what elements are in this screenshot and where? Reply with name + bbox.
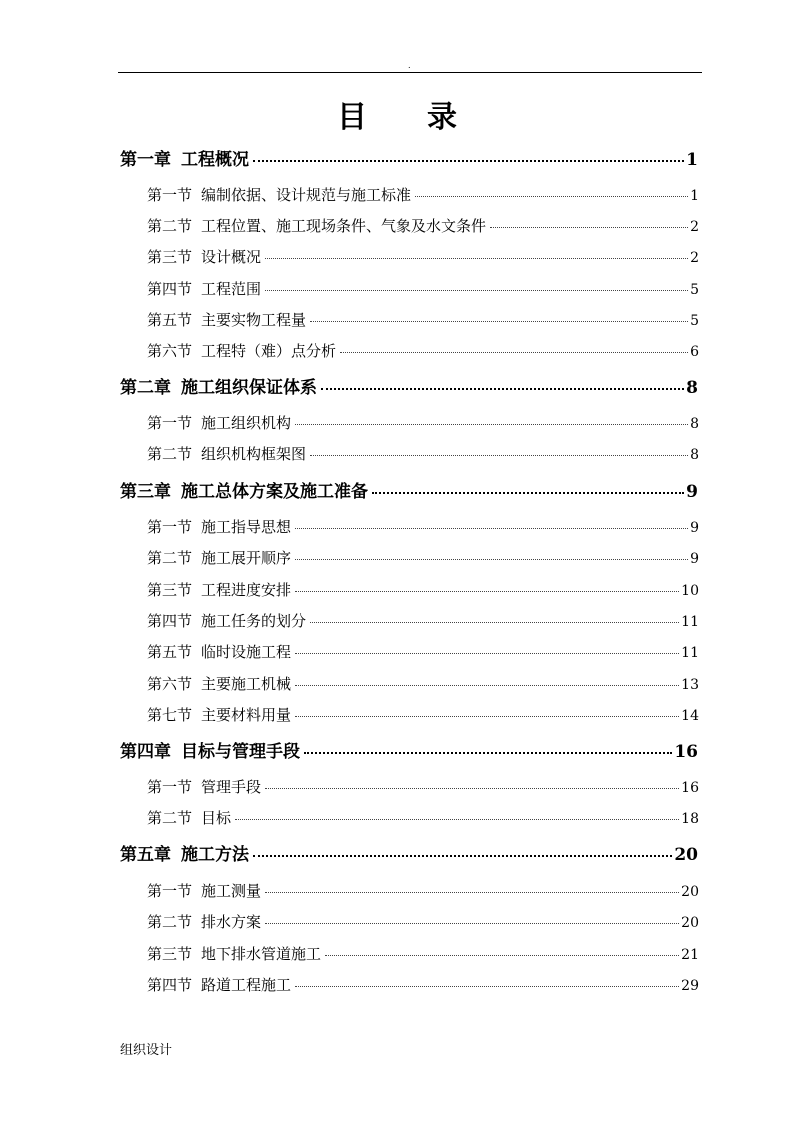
toc-entry-title: 主要材料用量 (201, 706, 292, 724)
dot-leader (295, 591, 679, 592)
toc-entry-title: 工程特（难）点分析 (201, 342, 337, 360)
page-title: 目录 (337, 100, 517, 135)
toc-entry-number: 第二节 (147, 549, 193, 567)
toc-page-number: 1 (686, 150, 698, 170)
footer-text: 组织设计 (120, 1043, 173, 1058)
toc-entry-title: 施工方法 (181, 845, 249, 865)
dot-leader (340, 352, 688, 353)
toc-page-number: 14 (681, 708, 699, 724)
toc-page-number: 10 (681, 583, 699, 599)
toc-entry-title: 施工总体方案及施工准备 (181, 482, 368, 502)
dot-leader (265, 892, 679, 893)
toc-page-number: 5 (690, 282, 699, 298)
toc-entry-title: 工程范围 (201, 280, 262, 298)
toc-chapter-entry[interactable] (120, 376, 698, 400)
header-rule (118, 72, 702, 73)
toc-entry-number: 第一节 (147, 778, 193, 796)
dot-leader (295, 716, 679, 717)
dot-leader (325, 955, 679, 956)
toc-entry-title: 工程位置、施工现场条件、气象及水文条件 (201, 217, 487, 235)
dot-leader (310, 321, 688, 322)
toc-entry-title: 临时设施工程 (201, 643, 292, 661)
toc-page-number: 1 (690, 188, 699, 204)
toc-entry-title: 路道工程施工 (201, 976, 292, 994)
toc-page-number: 11 (681, 645, 699, 661)
toc-section-entry[interactable] (147, 704, 699, 726)
toc-page-number: 16 (681, 780, 699, 796)
toc-section-entry[interactable] (147, 673, 699, 695)
toc-entry-number: 第七节 (147, 706, 193, 724)
toc-section-entry[interactable] (147, 215, 699, 237)
dot-leader (265, 258, 688, 259)
toc-page-number: 5 (690, 313, 699, 329)
toc-chapter-entry[interactable] (120, 480, 698, 504)
toc-chapter-entry[interactable] (120, 843, 698, 867)
toc-entry-title: 主要施工机械 (201, 675, 292, 693)
toc-entry-number: 第二节 (147, 217, 193, 235)
toc-entry-title: 目标 (201, 809, 232, 827)
toc-chapter-entry[interactable] (120, 148, 698, 172)
toc-entry-number: 第五节 (147, 311, 193, 329)
toc-entry-title: 组织机构框架图 (201, 445, 307, 463)
dot-leader (265, 923, 679, 924)
toc-entry-title: 施工展开顺序 (201, 549, 292, 567)
toc-section-entry[interactable] (147, 443, 699, 465)
toc-page-number: 20 (674, 845, 698, 865)
toc-section-entry[interactable] (147, 246, 699, 268)
dot-leader (295, 986, 679, 987)
toc-page-number: 9 (690, 551, 699, 567)
toc-section-entry[interactable] (147, 184, 699, 206)
dot-leader (310, 455, 688, 456)
toc-entry-number: 第四节 (147, 976, 193, 994)
header-mark: . (408, 61, 411, 70)
toc-page-number: 20 (681, 915, 699, 931)
toc-section-entry[interactable] (147, 880, 699, 902)
toc-entry-title: 施工测量 (201, 882, 262, 900)
toc-section-entry[interactable] (147, 807, 699, 829)
toc-section-entry[interactable] (147, 516, 699, 538)
dot-leader (295, 685, 679, 686)
dot-leader (310, 622, 679, 623)
dot-leader (490, 227, 688, 228)
toc-entry-title: 主要实物工程量 (201, 311, 307, 329)
toc-entry-number: 第四节 (147, 280, 193, 298)
toc-entry-title: 工程进度安排 (201, 581, 292, 599)
dot-leader (372, 492, 684, 494)
toc-page-number: 9 (690, 520, 699, 536)
toc-entry-number: 第二节 (147, 809, 193, 827)
toc-page-number: 16 (674, 742, 698, 762)
toc-entry-number: 第二章 (120, 378, 171, 398)
dot-leader (304, 752, 672, 754)
toc-entry-number: 第三节 (147, 945, 193, 963)
toc-entry-title: 排水方案 (201, 913, 262, 931)
dot-leader (265, 290, 688, 291)
toc-page-number: 6 (690, 344, 699, 360)
toc-section-entry[interactable] (147, 579, 699, 601)
dot-leader (253, 855, 672, 857)
toc-entry-number: 第五章 (120, 845, 171, 865)
toc-entry-number: 第二节 (147, 445, 193, 463)
dot-leader (253, 160, 684, 162)
dot-leader (295, 424, 688, 425)
toc-section-entry[interactable] (147, 278, 699, 300)
toc-section-entry[interactable] (147, 340, 699, 362)
toc-entry-number: 第一节 (147, 414, 193, 432)
toc-chapter-entry[interactable] (120, 740, 698, 764)
toc-section-entry[interactable] (147, 547, 699, 569)
toc-section-entry[interactable] (147, 309, 699, 331)
toc-page-number: 18 (681, 811, 699, 827)
toc-page-number: 20 (681, 884, 699, 900)
toc-entry-title: 地下排水管道施工 (201, 945, 322, 963)
dot-leader (295, 528, 688, 529)
toc-entry-number: 第三节 (147, 248, 193, 266)
dot-leader (415, 196, 688, 197)
toc-page-number: 11 (681, 614, 699, 630)
toc-section-entry[interactable] (147, 610, 699, 632)
dot-leader (235, 819, 679, 820)
toc-section-entry[interactable] (147, 641, 699, 663)
toc-entry-title: 施工任务的划分 (201, 612, 307, 630)
toc-page-number: 8 (690, 447, 699, 463)
dot-leader (295, 559, 688, 560)
toc-entry-title: 施工指导思想 (201, 518, 292, 536)
dot-leader (265, 788, 679, 789)
toc-section-entry[interactable] (147, 412, 699, 434)
toc-section-entry[interactable] (147, 776, 699, 798)
dot-leader (295, 653, 679, 654)
toc-entry-title: 施工组织机构 (201, 414, 292, 432)
toc-page-number: 2 (690, 219, 699, 235)
toc-entry-title: 施工组织保证体系 (181, 378, 317, 398)
toc-entry-number: 第六节 (147, 342, 193, 360)
toc-page-number: 21 (681, 947, 699, 963)
toc-entry-number: 第六节 (147, 675, 193, 693)
toc-entry-title: 设计概况 (201, 248, 262, 266)
toc-entry-title: 工程概况 (181, 150, 249, 170)
toc-section-entry[interactable] (147, 911, 699, 933)
toc-section-entry[interactable] (147, 943, 699, 965)
toc-page-number: 8 (690, 416, 699, 432)
toc-entry-title: 管理手段 (201, 778, 262, 796)
toc-section-entry[interactable] (147, 974, 699, 996)
toc-entry-number: 第三章 (120, 482, 171, 502)
toc-entry-title: 编制依据、设计规范与施工标准 (201, 186, 412, 204)
toc-entry-number: 第四节 (147, 612, 193, 630)
dot-leader (321, 388, 684, 390)
toc-page-number: 2 (690, 250, 699, 266)
toc-page-number: 8 (686, 378, 698, 398)
toc-entry-number: 第一节 (147, 882, 193, 900)
toc-page-number: 9 (686, 482, 698, 502)
toc-entry-number: 第一节 (147, 518, 193, 536)
toc-entry-number: 第一节 (147, 186, 193, 204)
toc-page-number: 29 (681, 978, 699, 994)
toc-page-number: 13 (681, 677, 699, 693)
toc-entry-title: 目标与管理手段 (181, 742, 300, 762)
toc-entry-number: 第四章 (120, 742, 171, 762)
toc-entry-number: 第五节 (147, 643, 193, 661)
toc-entry-number: 第三节 (147, 581, 193, 599)
toc-entry-number: 第二节 (147, 913, 193, 931)
toc-entry-number: 第一章 (120, 150, 171, 170)
